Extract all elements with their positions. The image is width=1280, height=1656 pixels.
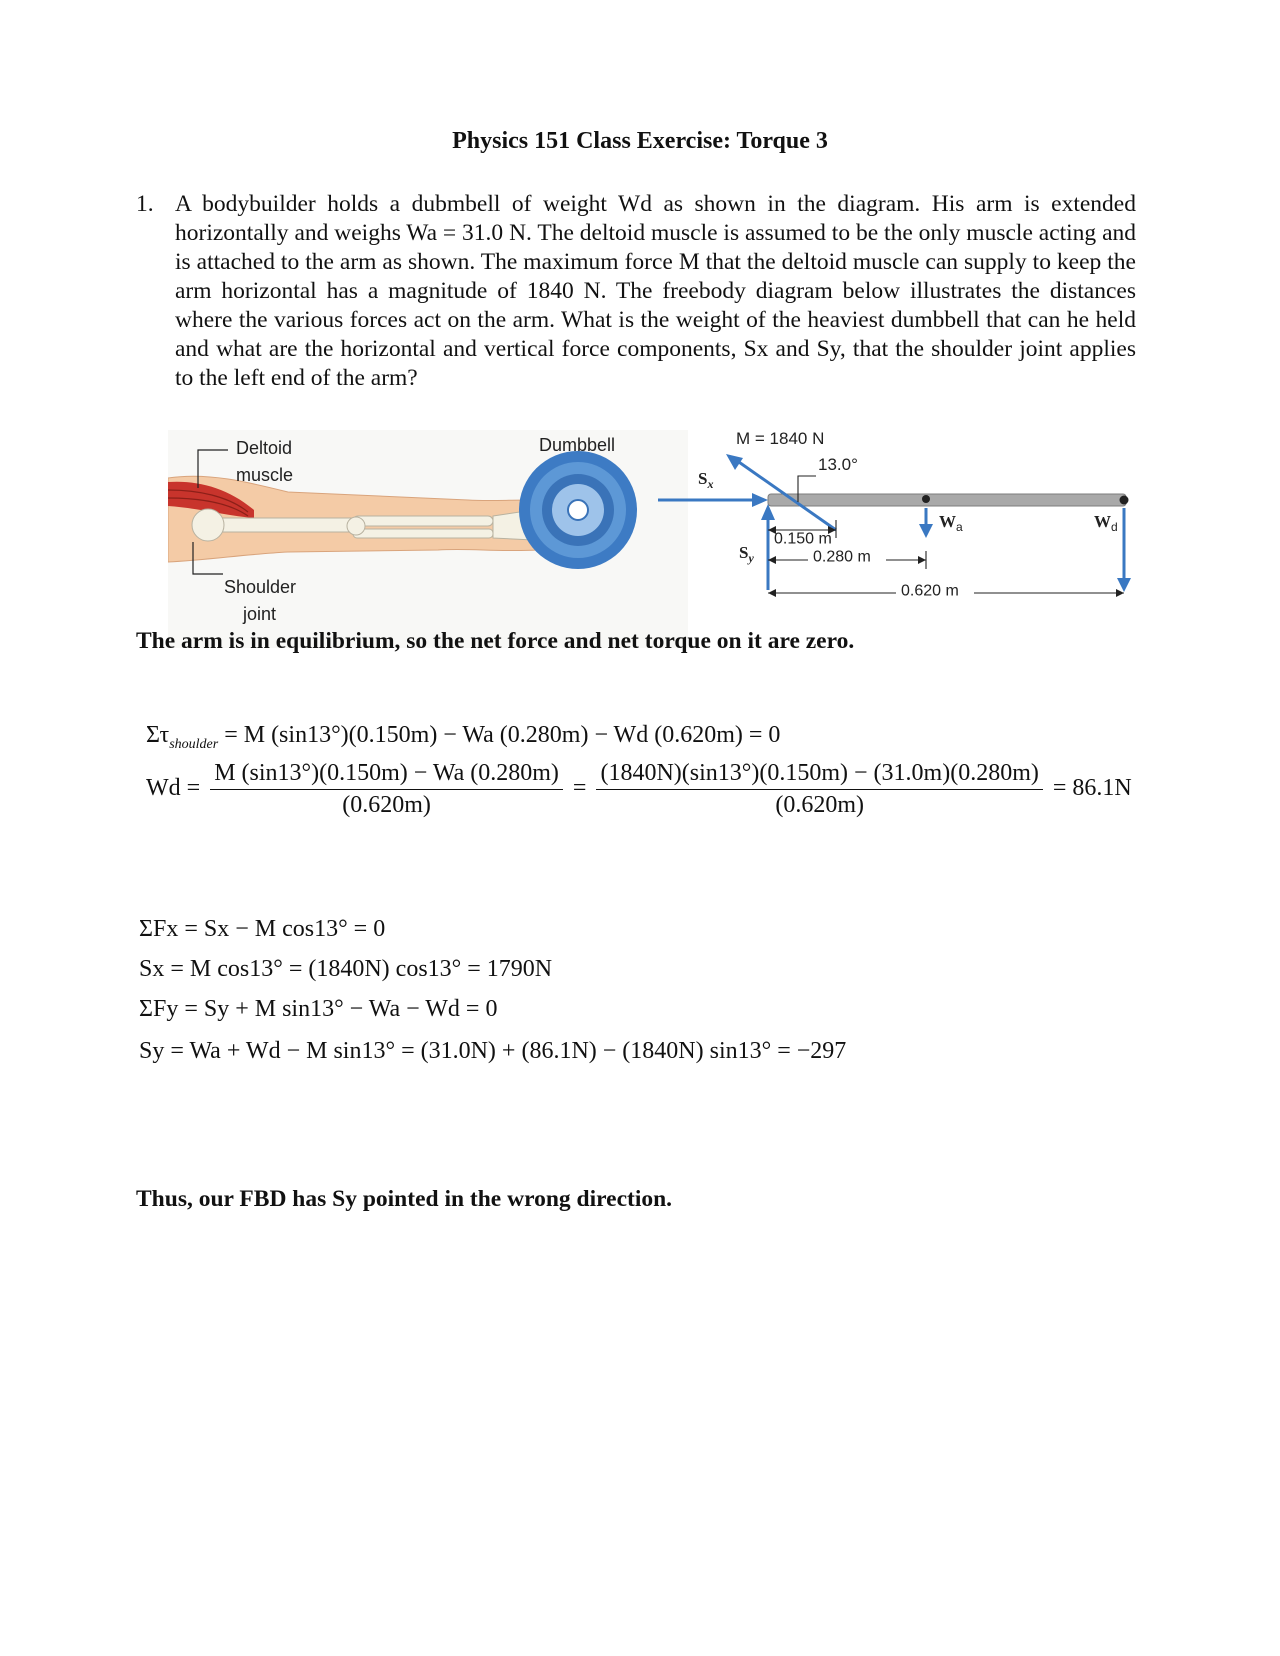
torque-equation: $\Sigma\tau_{shoulder} = M$ (sin13°)(0.150m) − Wa (0.280m) − Wd (0.620m) = 0 xyxy=(146,722,781,752)
sum-fx-equation: ΣFx = Sx − M cos13° = 0 xyxy=(139,916,386,942)
arm-figure xyxy=(168,430,1184,648)
problem-text: A bodybuilder holds a dubmbell of weight Wd as shown in the diagram. His arm is extended horizontally and weighs Wa = 31.0 N. The deltoid muscle is assumed to be the only muscle acting and is attached to the arm as shown. The maximum force M that the deltoid muscle can supply to keep the arm horizontal has a magnitude of 1840 N. The freebody diagram below illustrates the distances where the various forces act on the arm. What is the weight of the heaviest dumbbell that can he held and what are the horizontal and vertical force components, Sx and Sy, that the shoulder joint applies to the left end of the arm? xyxy=(175,191,1136,391)
wd-label: $W_d$ xyxy=(1094,512,1118,534)
dumbbell-label: Dumbbell xyxy=(539,434,616,455)
distance-0150: 0.150 m xyxy=(774,530,832,548)
sx-label: $S_x$ xyxy=(698,469,714,491)
distance-0280: 0.280 m xyxy=(813,548,871,566)
weight-point xyxy=(922,495,930,503)
force-m-label: M = 1840 N xyxy=(736,430,825,448)
distance-0620: 0.620 m xyxy=(901,582,959,600)
wd-fraction-numeric: $\frac{(1840N)(\sin 13^\circ)(0.150m) - (31.0m)(0.280m)}{(0.620m)}$ xyxy=(596,760,1042,819)
sy-label: $S_y$ xyxy=(739,543,754,565)
wa-label: $W_a$ xyxy=(939,512,963,534)
page-title: Physics 151 Class Exercise: Torque 3 xyxy=(452,128,828,154)
joint-label: joint xyxy=(243,603,277,624)
equilibrium-statement: The arm is in equilibrium, so the net force and net torque on it are zero. xyxy=(136,628,855,654)
conclusion-statement: Thus, our FBD has Sy pointed in the wrong direction. xyxy=(136,1186,673,1212)
shoulder-label: Shoulder xyxy=(224,576,297,597)
sy-equation: Sy = Wa + Wd − M sin13° = (31.0N) + (86.1N) − (1840N) sin13° = −297 xyxy=(139,1038,847,1064)
problem-number: 1. xyxy=(136,191,154,217)
wd-equation: Wd = $\frac{M (\sin 13^\circ)(0.150m) - Wa (0.280m)}{(0.620m)}$ = $\frac{(1840N)(\sin 13^\circ)(0.150m) - (31.0m)(0.280m)}{(0.620m)}$ = 86.1N xyxy=(146,760,1132,818)
dumbbell-icon xyxy=(519,451,637,569)
shoulder-joint xyxy=(192,509,224,541)
wd-fraction-symbolic: $\frac{M (\sin 13^\circ)(0.150m) - Wa (0.280m)}{(0.620m)}$ xyxy=(210,760,563,819)
dumbbell-point xyxy=(1120,496,1129,505)
problem-statement xyxy=(136,190,1136,393)
muscle-label: muscle xyxy=(236,464,294,485)
sx-equation: Sx = M cos13° = (1840N) cos13° = 1790N xyxy=(139,956,553,982)
deltoid-label: Deltoid xyxy=(236,437,293,458)
sum-fy-equation: ΣFy = Sy + M sin13° − Wa − Wd = 0 xyxy=(139,996,498,1022)
angle-label: 13.0° xyxy=(818,455,858,474)
arm-beam xyxy=(768,494,1126,506)
